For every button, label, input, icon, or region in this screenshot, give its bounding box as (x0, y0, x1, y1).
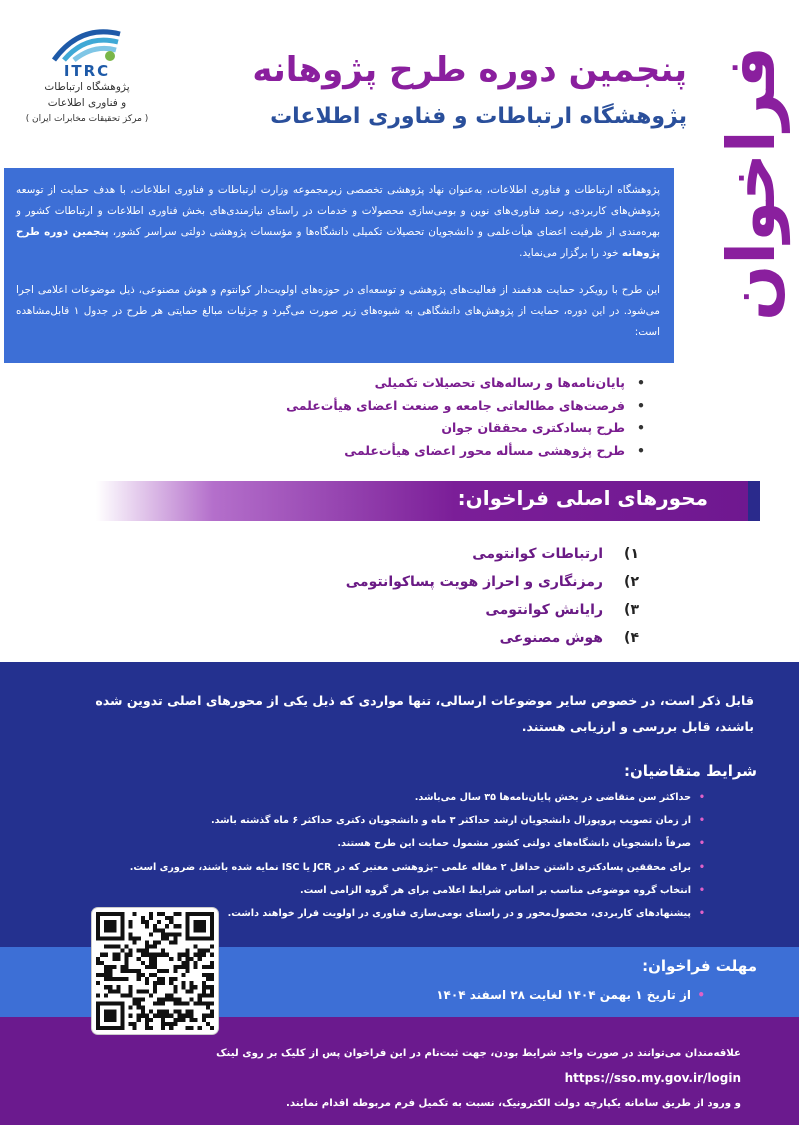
page-subtitle: پژوهشگاه ارتباطات و فناوری اطلاعات (270, 104, 687, 129)
axis-number: ۳) (624, 602, 639, 618)
itrc-logo (22, 28, 152, 124)
intro-paragraph-1 (16, 180, 660, 264)
axis-label: رایانش کوانتومی (485, 602, 603, 618)
page-title: پنجمین دوره طرح پژوهانه (252, 50, 687, 90)
logo-org-line1: پژوهشگاه ارتباطات (44, 81, 130, 93)
support-item: • پایان‌نامه‌ها و رساله‌های تحصیلات تکمیلی (286, 372, 647, 395)
axis-label: رمزنگاری و احراز هویت پساکوانتومی (345, 574, 603, 590)
condition-item: • حداکثر سن متقاضی در بخش پایان‌نامه‌ها ۳۵ سال می‌باشد. (130, 786, 707, 809)
conditions-list (130, 786, 707, 925)
vertical-call-text: فراخوان (712, 45, 790, 321)
support-item: • طرح پسادکتری محققان جوان (286, 417, 647, 440)
axis-number: ۲) (624, 574, 639, 590)
axes-title: محورهای اصلی فراخوان: (457, 486, 708, 510)
axis-item (346, 540, 639, 568)
intro-panel (4, 168, 674, 363)
axis-item (346, 624, 639, 652)
condition-item: • انتخاب گروه موضوعی مناسب بر اساس شرایط اعلامی برای هر گروه الزامی است. (130, 879, 707, 902)
axis-number: ۱) (624, 546, 639, 562)
footer-line1-text: علاقه‌مندان می‌توانند در صورت واجد شرایط بودن، جهت ثبت‌نام در این فراخوان پس از کلیک بر روی لینک (216, 1048, 741, 1059)
condition-item: • صرفاً دانشجویان دانشگاه‌های دولتی کشور مشمول حمایت این طرح هستند. (130, 832, 707, 855)
axes-list (346, 540, 639, 652)
axis-label: هوش مصنوعی (499, 630, 603, 646)
condition-item: • از زمان تصویب پروپوزال دانشجویان ارشد حداکثر ۳ ماه و دانشجویان دکتری حداکثر ۶ ماه گذشته باشد. (130, 809, 707, 832)
logo-org-line3: ( مرکز تحقیقات مخابرات ایران ) (25, 113, 149, 124)
intro-p1-text: پژوهشگاه ارتباطات و فناوری اطلاعات، به‌عنوان نهاد پژوهشی تخصصی زیرمجموعه وزارت ارتباطات و فناوری اطلاعات، با هدف حمایت از توسعه پژوهش‌های کاربردی، رصد فناوری‌های نوین و بومی‌سازی محصولات و خدمات در راستای نیازمندی‌های بخش فناوری اطلاعات و ارتباطات کشور و بهره‌مندی از ظرفیت اعضای هیأت‌علمی و دانشجویان تحصیلات تکمیلی دانشگاه‌ها و مؤسسات پژوهشی دولتی سراسر کشور، (16, 184, 660, 238)
footer-text (41, 1042, 741, 1116)
axis-label: ارتباطات کوانتومی (472, 546, 603, 562)
deadline-title: مهلت فراخوان: (642, 957, 757, 975)
footer-line-1 (41, 1042, 741, 1092)
condition-item: • برای محققین پسادکتری داشتن حداقل ۲ مقاله علمی –پژوهشی معتبر که در JCR یا ISC نمایه شده باشند، ضروری است. (130, 856, 707, 879)
logo-arcs-icon (50, 28, 124, 62)
vertical-call-title (709, 18, 793, 348)
axis-item (346, 596, 639, 624)
qr-code[interactable] (92, 908, 218, 1034)
note-text: قابل ذکر است، در خصوص سایر موضوعات ارسالی، تنها مواردی که ذیل یکی از محورهای اصلی تدوین شده باشند، قابل بررسی و ارزیابی هستند. (95, 693, 754, 734)
axes-banner (96, 481, 760, 521)
logo-org-line2: و فناوری اطلاعات (47, 96, 127, 109)
registration-link[interactable]: https://sso.my.gov.ir/login (564, 1071, 741, 1085)
intro-p1-bold: پنجمین دوره طرح پژوهانه (16, 226, 660, 259)
deadline-text: • از تاریخ ۱ بهمن ۱۴۰۴ لغایت ۲۸ اسفند ۱۴۰۴ (436, 988, 707, 1002)
qr-code-icon (96, 912, 214, 1030)
footer-line-2: و ورود از طریق سامانه یکپارچه دولت الکترونیک، نسبت به تکمیل فرم مربوطه اقدام نمایند. (286, 1098, 741, 1109)
intro-p1-end: خود را برگزار می‌نماید. (519, 247, 619, 259)
support-item: • فرصت‌های مطالعاتی جامعه و صنعت اعضای هیأت‌علمی (286, 395, 647, 418)
logo-abbr: ITRC (63, 62, 111, 80)
support-list (286, 372, 647, 462)
axis-item (346, 568, 639, 596)
conditions-title: شرایط متقاضیان: (623, 762, 757, 780)
intro-paragraph-2: این طرح با رویکرد حمایت هدفمند از فعالیت‌های پژوهشی و توسعه‌ای در حوزه‌های اولویت‌دار کوانتوم و هوش مصنوعی، ذیل موضوعات اعلامی اجرا می‌شود. در این دوره، حمایت از پژوهش‌های دانشگاهی به شیوه‌های زیر صورت می‌گیرد و جزئیات مبالغ حمایتی هر طرح در جدول ۱ قابل‌مشاهده است: (16, 284, 660, 338)
axis-number: ۴) (624, 630, 639, 646)
support-item: • طرح پژوهشی مسأله محور اعضای هیأت‌علمی (286, 440, 647, 463)
condition-item: • پیشنهادهای کاربردی، محصول‌محور و در راستای بومی‌سازی فناوری در اولویت قرار خواهند داشت. (130, 902, 707, 925)
